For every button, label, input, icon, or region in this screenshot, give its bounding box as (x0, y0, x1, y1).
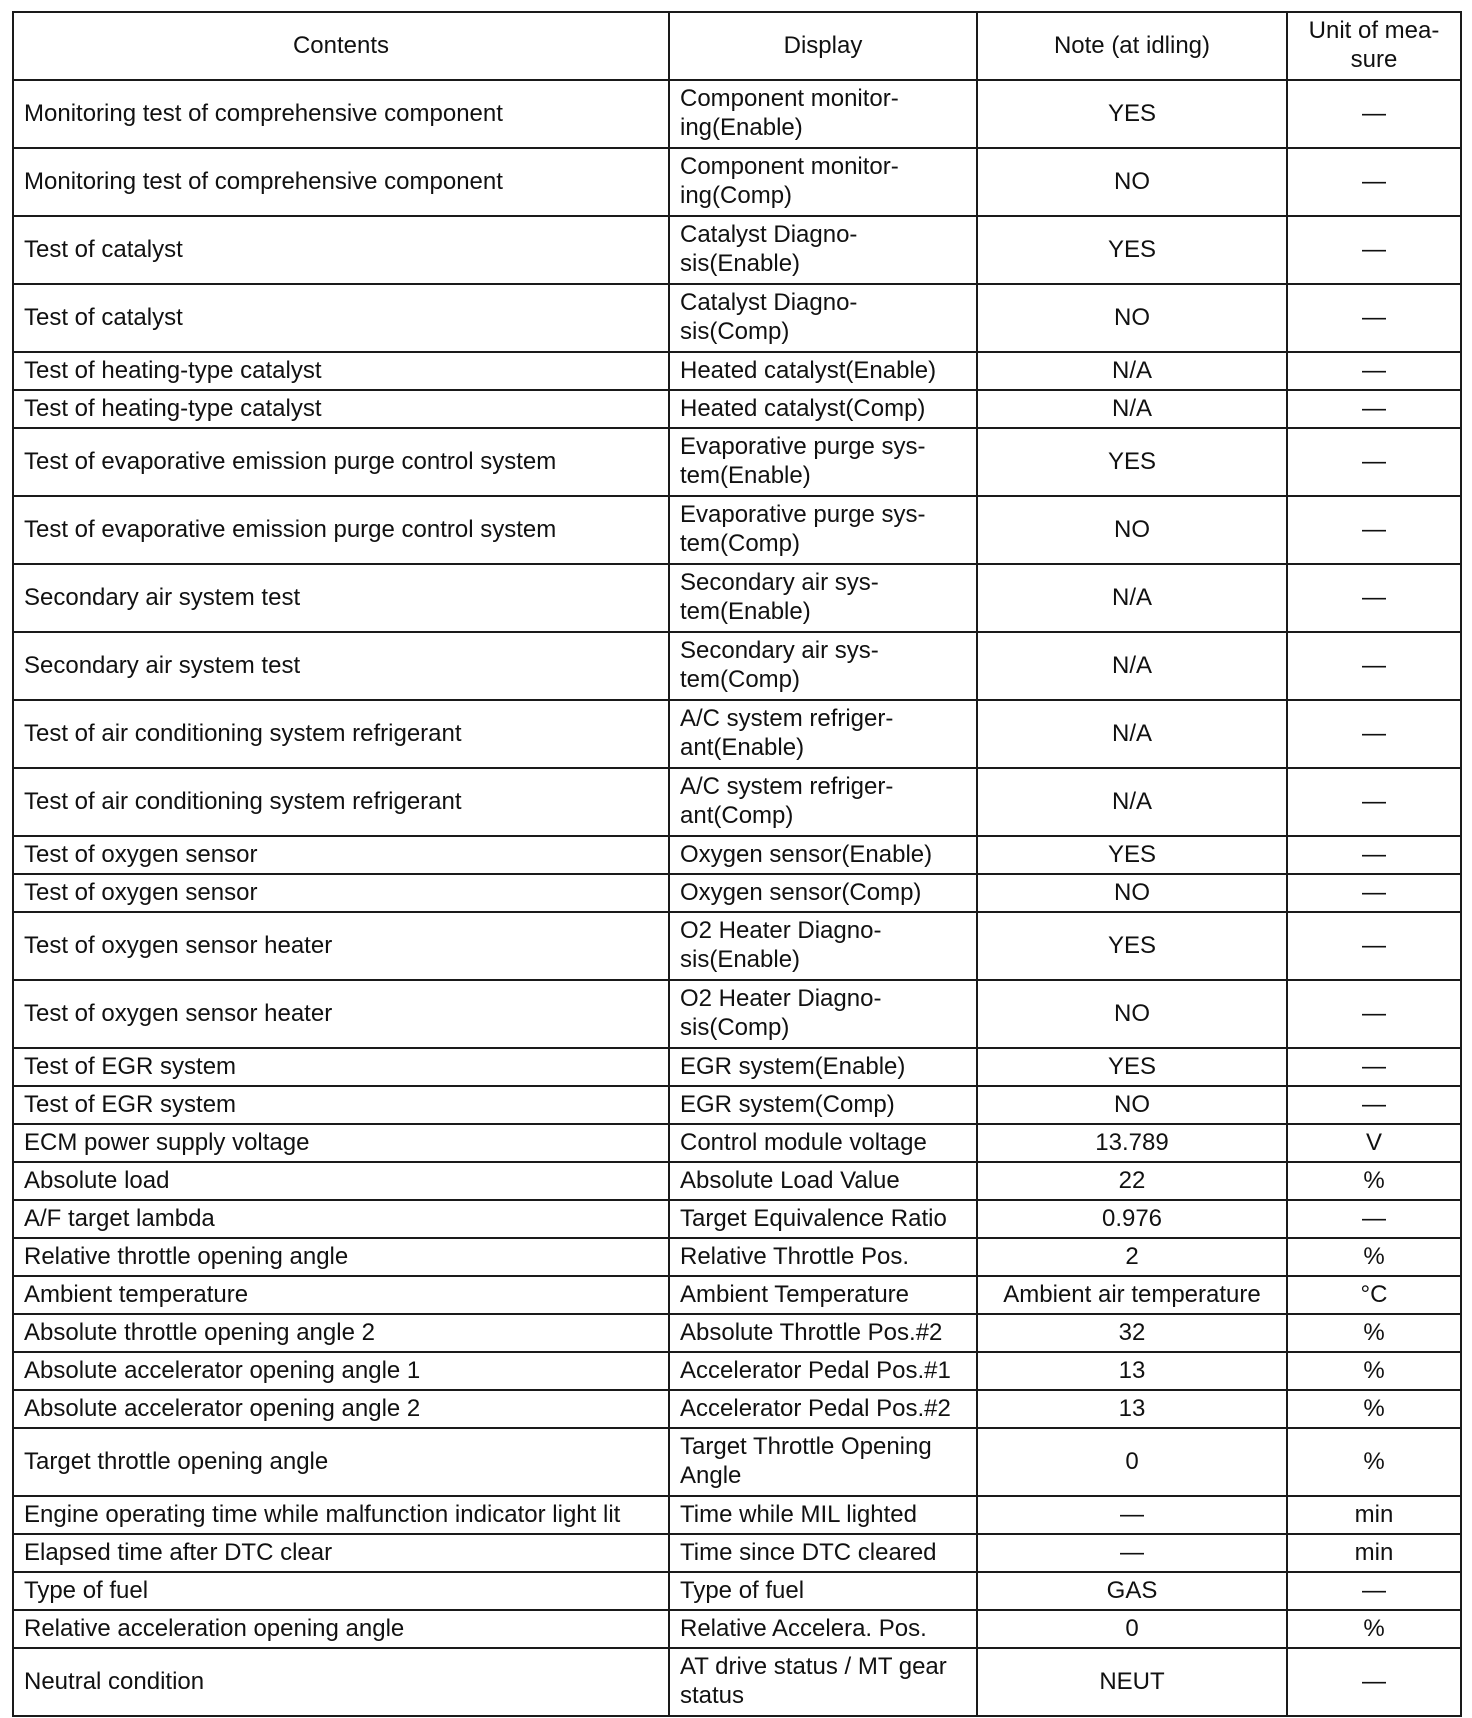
cell-display: Component monitor-ing(Enable) (669, 80, 977, 148)
table-row (13, 836, 1461, 874)
cell-display: Target Equivalence Ratio (669, 1200, 977, 1238)
cell-contents: Test of oxygen sensor heater (13, 912, 669, 980)
cell-note: NEUT (977, 1648, 1287, 1716)
table-row (13, 1534, 1461, 1572)
table-row (13, 912, 1461, 980)
cell-display: Absolute Throttle Pos.#2 (669, 1314, 977, 1352)
cell-note: — (977, 1534, 1287, 1572)
cell-display: Secondary air sys-tem(Enable) (669, 564, 977, 632)
cell-display: Accelerator Pedal Pos.#1 (669, 1352, 977, 1390)
cell-unit: — (1287, 1086, 1461, 1124)
cell-unit: V (1287, 1124, 1461, 1162)
cell-contents: Absolute accelerator opening angle 1 (13, 1352, 669, 1390)
cell-unit: % (1287, 1238, 1461, 1276)
table-row (13, 1048, 1461, 1086)
cell-contents: Relative acceleration opening angle (13, 1610, 669, 1648)
cell-contents: Target throttle opening angle (13, 1428, 669, 1496)
cell-note: YES (977, 216, 1287, 284)
cell-unit: % (1287, 1428, 1461, 1496)
cell-contents: Neutral condition (13, 1648, 669, 1716)
cell-display: Control module voltage (669, 1124, 977, 1162)
table-row (13, 700, 1461, 768)
cell-contents: Secondary air system test (13, 564, 669, 632)
cell-note: 13 (977, 1352, 1287, 1390)
table-row (13, 1238, 1461, 1276)
cell-display: AT drive status / MT gear status (669, 1648, 977, 1716)
table-row (13, 1276, 1461, 1314)
cell-note: NO (977, 874, 1287, 912)
cell-unit: — (1287, 700, 1461, 768)
table-row (13, 1496, 1461, 1534)
cell-note: 22 (977, 1162, 1287, 1200)
cell-contents: A/F target lambda (13, 1200, 669, 1238)
cell-unit: % (1287, 1162, 1461, 1200)
cell-contents: Test of oxygen sensor (13, 836, 669, 874)
cell-note: YES (977, 80, 1287, 148)
table-row (13, 496, 1461, 564)
cell-note: NO (977, 980, 1287, 1048)
table-row (13, 1610, 1461, 1648)
table-row (13, 768, 1461, 836)
cell-display: A/C system refriger-ant(Enable) (669, 700, 977, 768)
cell-display: O2 Heater Diagno-sis(Comp) (669, 980, 977, 1048)
cell-contents: Test of heating-type catalyst (13, 352, 669, 390)
cell-note: 2 (977, 1238, 1287, 1276)
table-row (13, 1124, 1461, 1162)
cell-note: 0.976 (977, 1200, 1287, 1238)
cell-display: Ambient Temperature (669, 1276, 977, 1314)
cell-unit: — (1287, 874, 1461, 912)
header-display: Display (669, 12, 977, 80)
table-row (13, 1162, 1461, 1200)
cell-unit: — (1287, 912, 1461, 980)
cell-display: Evaporative purge sys-tem(Enable) (669, 428, 977, 496)
cell-unit: — (1287, 564, 1461, 632)
cell-contents: Monitoring test of comprehensive component (13, 80, 669, 148)
cell-display: Secondary air sys-tem(Comp) (669, 632, 977, 700)
cell-contents: Relative throttle opening angle (13, 1238, 669, 1276)
cell-unit: — (1287, 148, 1461, 216)
header-contents: Contents (13, 12, 669, 80)
table-row (13, 1428, 1461, 1496)
cell-display: Relative Accelera. Pos. (669, 1610, 977, 1648)
cell-display: EGR system(Comp) (669, 1086, 977, 1124)
cell-note: YES (977, 1048, 1287, 1086)
table-row (13, 564, 1461, 632)
cell-note: Ambient air temperature (977, 1276, 1287, 1314)
cell-display: EGR system(Enable) (669, 1048, 977, 1086)
cell-display: Catalyst Diagno-sis(Enable) (669, 216, 977, 284)
header-note: Note (at idling) (977, 12, 1287, 80)
cell-contents: Secondary air system test (13, 632, 669, 700)
cell-contents: Test of oxygen sensor (13, 874, 669, 912)
cell-display: A/C system refriger-ant(Comp) (669, 768, 977, 836)
cell-contents: Test of EGR system (13, 1086, 669, 1124)
cell-display: Time while MIL lighted (669, 1496, 977, 1534)
cell-contents: Engine operating time while malfunction indicator light lit (13, 1496, 669, 1534)
cell-contents: Test of heating-type catalyst (13, 390, 669, 428)
cell-display: Heated catalyst(Enable) (669, 352, 977, 390)
table-row (13, 1648, 1461, 1716)
cell-unit: — (1287, 496, 1461, 564)
cell-display: O2 Heater Diagno-sis(Enable) (669, 912, 977, 980)
cell-note: 13 (977, 1390, 1287, 1428)
cell-unit: — (1287, 284, 1461, 352)
cell-unit: — (1287, 1572, 1461, 1610)
table-row (13, 1200, 1461, 1238)
cell-unit: % (1287, 1390, 1461, 1428)
cell-unit: % (1287, 1352, 1461, 1390)
table-row (13, 428, 1461, 496)
cell-note: 0 (977, 1428, 1287, 1496)
cell-note: NO (977, 284, 1287, 352)
table-row (13, 80, 1461, 148)
cell-note: — (977, 1496, 1287, 1534)
cell-display: Oxygen sensor(Enable) (669, 836, 977, 874)
cell-note: YES (977, 912, 1287, 980)
cell-note: 0 (977, 1610, 1287, 1648)
header-row (13, 12, 1461, 80)
cell-display: Catalyst Diagno-sis(Comp) (669, 284, 977, 352)
cell-contents: Test of air conditioning system refrigerant (13, 700, 669, 768)
cell-unit: % (1287, 1314, 1461, 1352)
cell-unit: — (1287, 768, 1461, 836)
cell-note: 13.789 (977, 1124, 1287, 1162)
cell-note: GAS (977, 1572, 1287, 1610)
cell-note: N/A (977, 564, 1287, 632)
cell-unit: — (1287, 1200, 1461, 1238)
cell-contents: Test of catalyst (13, 216, 669, 284)
table-row (13, 352, 1461, 390)
cell-note: NO (977, 148, 1287, 216)
table-row (13, 980, 1461, 1048)
cell-contents: Test of EGR system (13, 1048, 669, 1086)
cell-contents: Test of evaporative emission purge control system (13, 428, 669, 496)
cell-unit: — (1287, 1648, 1461, 1716)
table-row (13, 1390, 1461, 1428)
table-row (13, 632, 1461, 700)
cell-unit: — (1287, 632, 1461, 700)
cell-display: Component monitor-ing(Comp) (669, 148, 977, 216)
cell-contents: Test of evaporative emission purge control system (13, 496, 669, 564)
cell-display: Oxygen sensor(Comp) (669, 874, 977, 912)
cell-note: N/A (977, 700, 1287, 768)
cell-display: Time since DTC cleared (669, 1534, 977, 1572)
cell-contents: Test of air conditioning system refrigerant (13, 768, 669, 836)
cell-unit: % (1287, 1610, 1461, 1648)
data-monitor-table (12, 11, 1462, 1717)
cell-contents: Absolute accelerator opening angle 2 (13, 1390, 669, 1428)
cell-contents: Test of catalyst (13, 284, 669, 352)
cell-unit: — (1287, 1048, 1461, 1086)
cell-unit: — (1287, 352, 1461, 390)
table-row (13, 148, 1461, 216)
cell-note: 32 (977, 1314, 1287, 1352)
cell-display: Heated catalyst(Comp) (669, 390, 977, 428)
cell-contents: Test of oxygen sensor heater (13, 980, 669, 1048)
table-row (13, 390, 1461, 428)
cell-display: Evaporative purge sys-tem(Comp) (669, 496, 977, 564)
cell-display: Target Throttle Opening Angle (669, 1428, 977, 1496)
cell-display: Accelerator Pedal Pos.#2 (669, 1390, 977, 1428)
table-row (13, 1314, 1461, 1352)
cell-display: Type of fuel (669, 1572, 977, 1610)
cell-unit: — (1287, 390, 1461, 428)
cell-unit: °C (1287, 1276, 1461, 1314)
cell-unit: — (1287, 428, 1461, 496)
cell-contents: Type of fuel (13, 1572, 669, 1610)
cell-note: N/A (977, 632, 1287, 700)
cell-unit: — (1287, 980, 1461, 1048)
cell-unit: min (1287, 1534, 1461, 1572)
header-unit: Unit of mea-sure (1287, 12, 1461, 80)
table-row (13, 1572, 1461, 1610)
cell-note: YES (977, 428, 1287, 496)
cell-note: NO (977, 1086, 1287, 1124)
cell-display: Absolute Load Value (669, 1162, 977, 1200)
cell-contents: Monitoring test of comprehensive component (13, 148, 669, 216)
table-row (13, 284, 1461, 352)
cell-note: YES (977, 836, 1287, 874)
cell-contents: Elapsed time after DTC clear (13, 1534, 669, 1572)
cell-note: NO (977, 496, 1287, 564)
cell-contents: Absolute load (13, 1162, 669, 1200)
cell-unit: — (1287, 216, 1461, 284)
table-row (13, 1086, 1461, 1124)
cell-contents: Ambient temperature (13, 1276, 669, 1314)
table-row (13, 874, 1461, 912)
cell-unit: min (1287, 1496, 1461, 1534)
cell-contents: ECM power supply voltage (13, 1124, 669, 1162)
cell-note: N/A (977, 352, 1287, 390)
cell-display: Relative Throttle Pos. (669, 1238, 977, 1276)
cell-note: N/A (977, 768, 1287, 836)
cell-unit: — (1287, 80, 1461, 148)
cell-contents: Absolute throttle opening angle 2 (13, 1314, 669, 1352)
table-row (13, 216, 1461, 284)
table-row (13, 1352, 1461, 1390)
cell-note: N/A (977, 390, 1287, 428)
cell-unit: — (1287, 836, 1461, 874)
